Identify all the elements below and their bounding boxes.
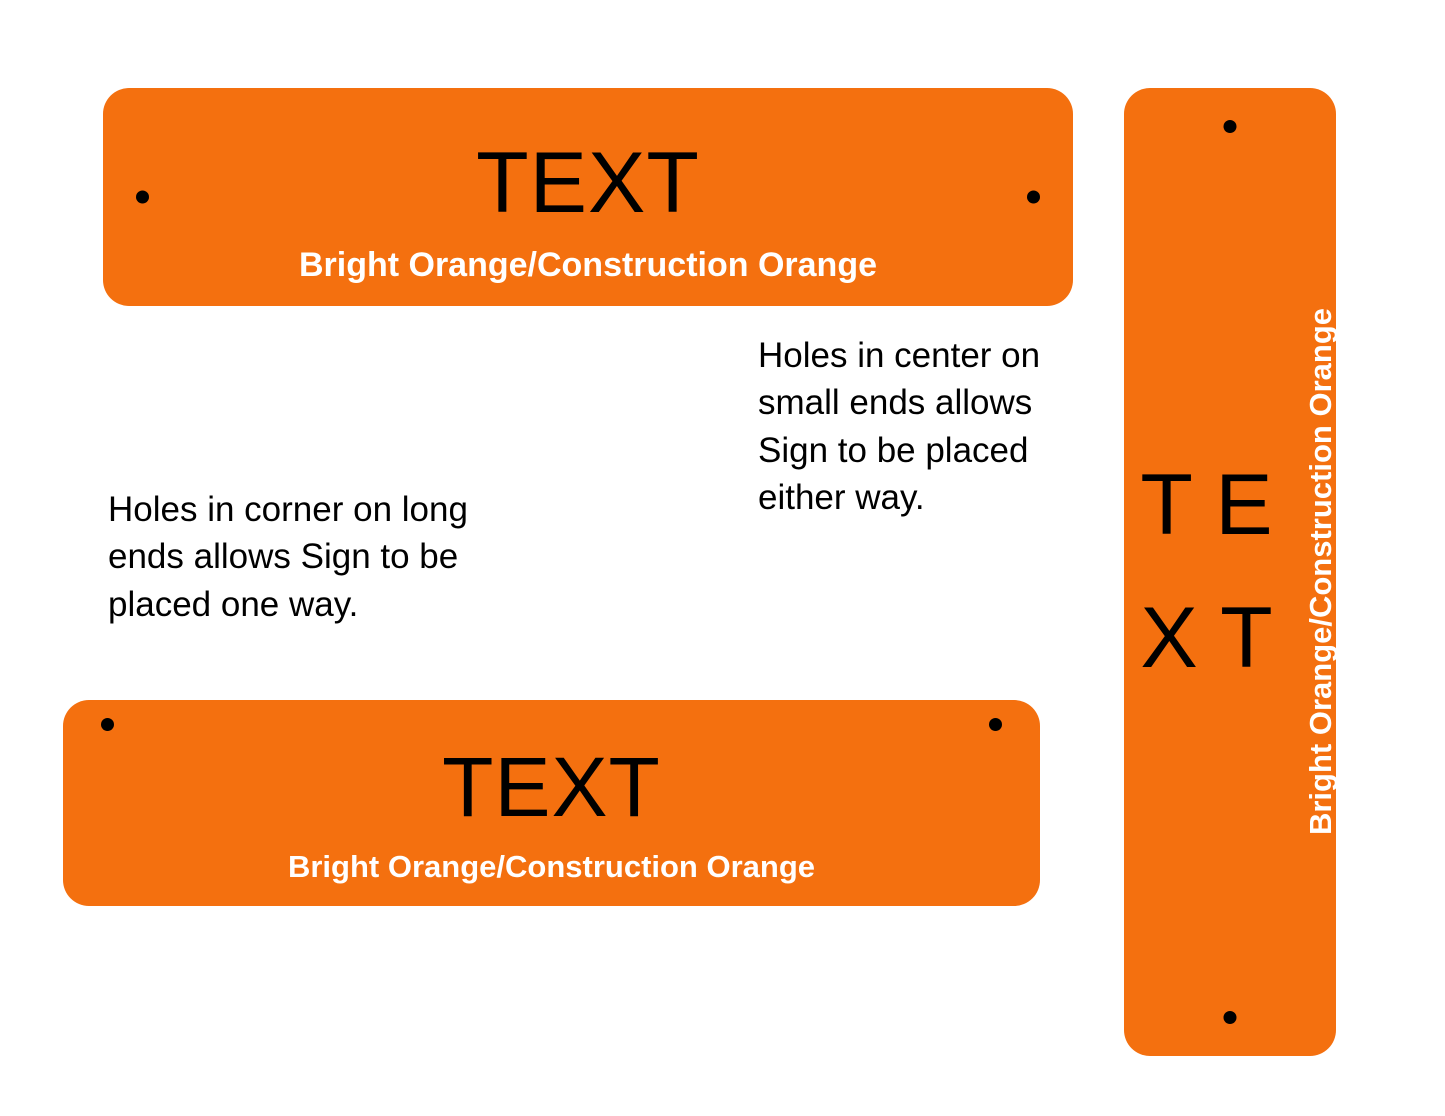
hole-icon (136, 191, 149, 204)
hole-icon (1027, 191, 1040, 204)
sign-bottom-horizontal (63, 700, 1040, 906)
hole-icon (989, 718, 1002, 731)
hole-icon (1224, 120, 1237, 133)
hole-icon (101, 718, 114, 731)
sign-sub-text: Bright Orange/Construction Orange (298, 246, 878, 284)
sign-sub-text: Bright Orange/Construction Orange (1303, 308, 1338, 836)
sign-main-text: T E X T (1140, 456, 1273, 686)
sign-vertical (1124, 88, 1336, 1056)
sign-main-text: TEXT (442, 740, 661, 834)
annotation-center-holes: Holes in center on small ends allows Sign to be placed either way. (758, 336, 1041, 517)
annotation-corner-holes: Holes in corner on long ends allows Sign to be placed one way. (108, 490, 468, 624)
hole-icon (1224, 1011, 1237, 1024)
sign-main-text: TEXT (476, 135, 700, 231)
sign-top-horizontal (103, 88, 1073, 306)
sign-sub-text: Bright Orange/Construction Orange (287, 849, 816, 884)
